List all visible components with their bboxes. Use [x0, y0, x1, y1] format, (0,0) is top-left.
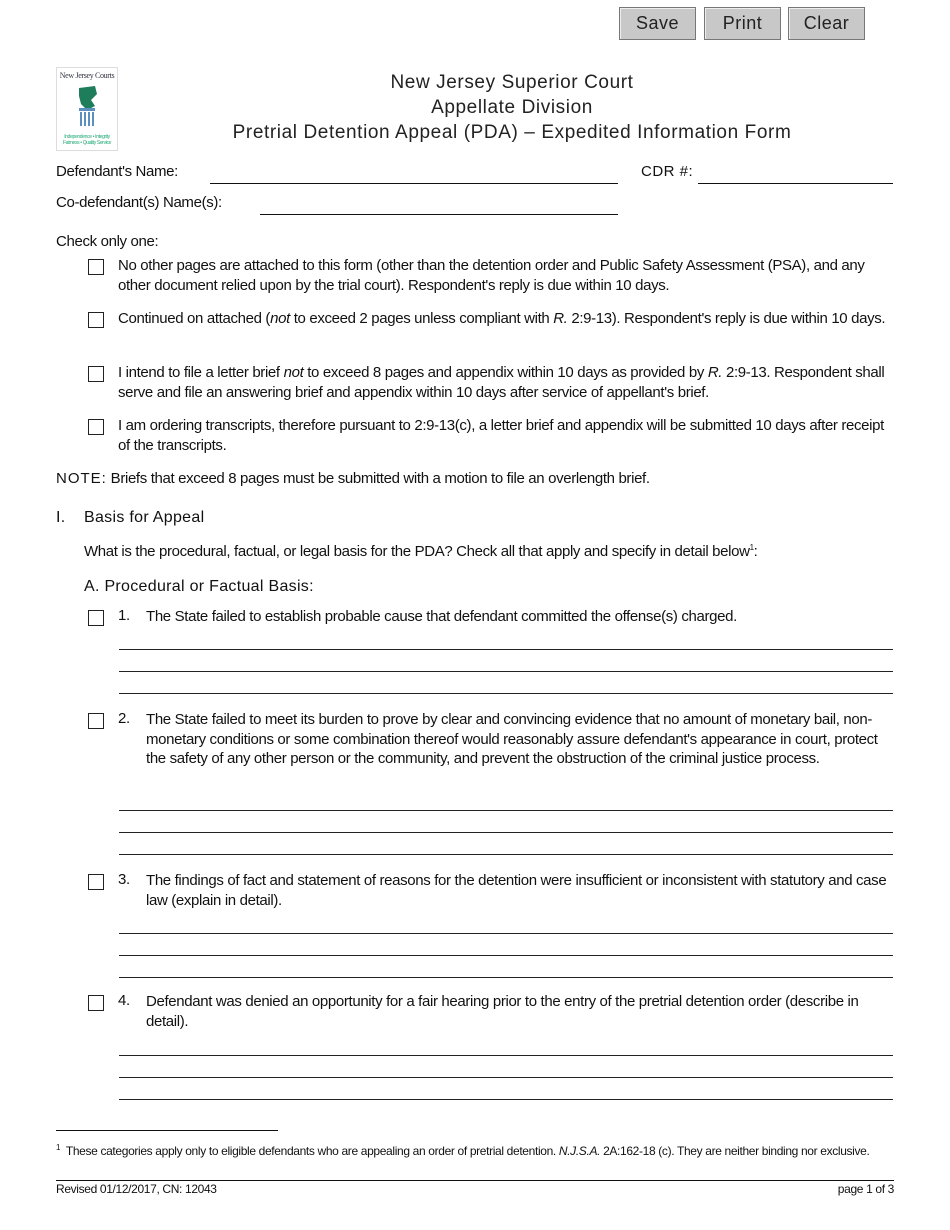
option-transcripts-checkbox[interactable] — [88, 419, 104, 435]
footer-rule — [56, 1180, 894, 1181]
revision-info: Revised 01/12/2017, CN: 12043 — [56, 1182, 217, 1196]
explanation-line[interactable] — [119, 649, 893, 650]
item-text: The State failed to meet its burden to prove by clear and convincing evidence that no amount of monetary bail, non-monetary conditions or some combination thereof would reasonably assure defendant's appearance in court, protect the safety of any other person or the community, and prevent the obstruction of the criminal justice process. — [146, 711, 878, 767]
form-title: Pretrial Detention Appeal (PDA) – Expedited Information Form — [232, 122, 792, 143]
option-letter-brief-checkbox[interactable] — [88, 366, 104, 382]
note-text: Briefs that exceed 8 pages must be submitted with a motion to file an overlength brief. — [106, 470, 650, 487]
footnote-text: 2A:162-18 (c). They are neither binding nor exclusive. — [600, 1144, 870, 1158]
item-number: 1. — [118, 607, 130, 624]
note-label: NOTE: — [56, 470, 107, 487]
item-number: 3. — [118, 871, 130, 888]
section-question — [84, 538, 758, 562]
item-text: The findings of fact and statement of reasons for the detention were insufficient or inconsistent with statutory and case law (explain in detail). — [146, 872, 887, 909]
option-transcripts-text: I am ordering transcripts, therefore pursuant to 2:9-13(c), a letter brief and appendix will be submitted 10 days after receipt of the transcripts. — [118, 417, 884, 454]
section-number: I. — [56, 509, 66, 526]
option-continued-text — [118, 309, 896, 329]
text: I intend to file a letter brief — [118, 364, 284, 381]
explanation-line[interactable] — [119, 1099, 893, 1100]
explanation-line[interactable] — [119, 671, 893, 672]
page-number: page 1 of 3 — [837, 1182, 894, 1196]
basis-1-checkbox[interactable] — [88, 610, 104, 626]
question-text: What is the procedural, factual, or legal basis for the PDA? Check all that apply and specify in detail below — [84, 543, 750, 560]
codefendant-label: Co-defendant(s) Name(s): — [56, 194, 222, 211]
text-italic: not — [270, 310, 290, 327]
note — [56, 469, 650, 489]
explanation-line[interactable] — [119, 693, 893, 694]
option-no-other-pages-checkbox[interactable] — [88, 259, 104, 275]
item-text: Defendant was denied an opportunity for a fair hearing prior to the entry of the pretrial detention order (describe in detail). — [146, 993, 859, 1030]
check-only-one-label: Check only one: — [56, 233, 159, 250]
explanation-line[interactable] — [119, 955, 893, 956]
cdr-field[interactable] — [698, 183, 893, 184]
footnote-mark: 1 — [56, 1143, 61, 1152]
explanation-line[interactable] — [119, 977, 893, 978]
division-name: Appellate Division — [431, 97, 593, 118]
text-italic: R. — [553, 310, 568, 327]
item-number: 2. — [118, 710, 130, 727]
explanation-line[interactable] — [119, 933, 893, 934]
basis-3-checkbox[interactable] — [88, 874, 104, 890]
colon: : — [753, 543, 758, 560]
option-continued-checkbox[interactable] — [88, 312, 104, 328]
print-button[interactable]: Print — [704, 7, 781, 40]
explanation-line[interactable] — [119, 832, 893, 833]
text: to exceed 8 pages and appendix within 10 days as provided by — [303, 364, 708, 381]
explanation-line[interactable] — [119, 1055, 893, 1056]
section-title: Basis for Appeal — [84, 509, 205, 526]
defendant-name-field[interactable] — [210, 183, 618, 184]
basis-4-checkbox[interactable] — [88, 995, 104, 1011]
codefendant-field[interactable] — [260, 214, 618, 215]
basis-2-checkbox[interactable] — [88, 713, 104, 729]
footnote-citation: N.J.S.A. — [558, 1144, 601, 1158]
text: 2:9-13. Respondent shall serve and file an answering brief and appendix within 10 days after service of appellant's brief. — [118, 364, 885, 401]
footnote-text: These categories apply only to eligible defendants who are appealing an order of pretrial detention. — [65, 1144, 559, 1158]
item-number: 4. — [118, 992, 130, 1009]
cdr-label: CDR #: — [641, 163, 694, 180]
item-text: The State failed to establish probable cause that defendant committed the offense(s) charged. — [146, 608, 737, 625]
save-button[interactable]: Save — [619, 7, 696, 40]
explanation-line[interactable] — [119, 1077, 893, 1078]
option-no-other-pages-text: No other pages are attached to this form (other than the detention order and Public Safety Assessment (PSA), and any other document relied upon by the trial court). Respondent's reply is due within 10 days. — [118, 257, 865, 294]
text: Continued on attached ( — [118, 310, 271, 327]
subsection-a-title: A. Procedural or Factual Basis: — [84, 578, 314, 595]
footnote-separator — [56, 1130, 278, 1131]
footnote — [56, 1139, 896, 1160]
text: to exceed 2 pages unless compliant with — [289, 310, 554, 327]
explanation-line[interactable] — [119, 854, 893, 855]
defendant-name-label: Defendant's Name: — [56, 163, 178, 180]
text-italic: not — [283, 364, 304, 381]
explanation-line[interactable] — [119, 810, 893, 811]
clear-button[interactable]: Clear — [788, 7, 865, 40]
footnote-ref: 1 — [749, 543, 754, 552]
logo-text: New Jersey Courts — [59, 71, 115, 80]
logo-tagline: Independence • Integrity Fairness • Quality Service — [62, 134, 112, 146]
text-italic: R. — [707, 364, 723, 381]
option-letter-brief-text — [118, 363, 896, 403]
court-name: New Jersey Superior Court — [390, 72, 634, 93]
text: 2:9-13). Respondent's reply is due within 10 days. — [567, 310, 886, 327]
